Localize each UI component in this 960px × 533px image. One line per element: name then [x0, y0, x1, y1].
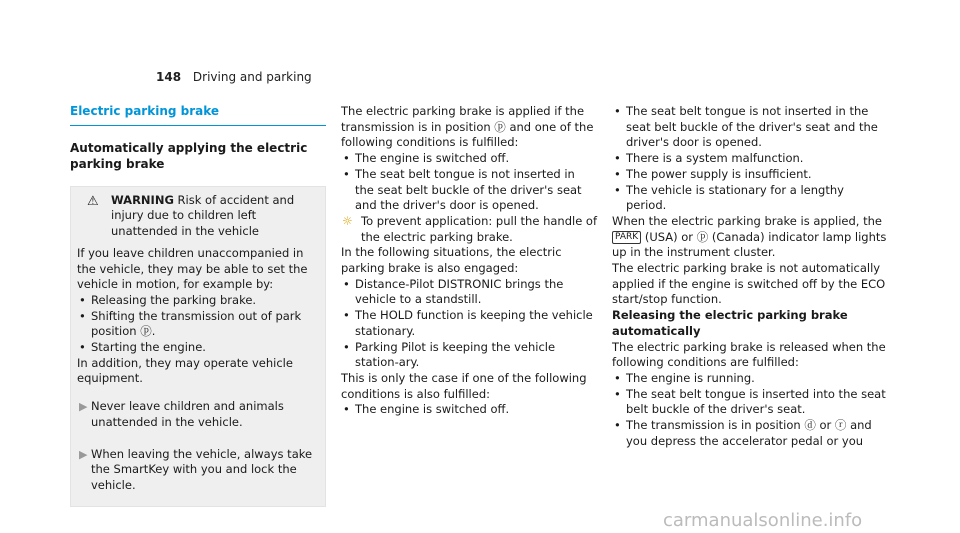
warning-label: WARNING [111, 192, 174, 207]
list-item: • The HOLD function is keeping the vehicle stationary. [341, 308, 597, 339]
page-number: 148 [156, 70, 182, 84]
park-indicator-icon: PARK [612, 231, 641, 244]
paragraph: The electric parking brake is not automatically applied if the engine is switched off by the ECO start/stop function. [612, 261, 886, 307]
list-item: • The engine is running. [612, 371, 887, 387]
column-2 [341, 104, 597, 418]
warning-note [77, 447, 319, 494]
list-item: • The seat belt tongue is inserted into the seat belt buckle of the driver's seat. [612, 387, 887, 418]
condition-list-2 [341, 402, 597, 418]
hint [341, 214, 597, 245]
condition-list [341, 151, 597, 214]
text: (USA) or [641, 229, 697, 244]
hint-text: To prevent application: pull the handle of the electric parking brake. [361, 213, 598, 244]
warning-icon: ⚠ [87, 193, 99, 209]
condition-list-3 [612, 104, 887, 214]
warning-body: If you leave children unaccompanied in the vehicle, they may be able to set the vehicle in motion, for example by: [77, 245, 308, 292]
release-conditions [612, 371, 887, 450]
list-item: • Releasing the parking brake. [77, 293, 319, 309]
situation-list [341, 277, 597, 371]
list-item: • Starting the engine. [77, 340, 319, 356]
list-item: • Parking Pilot is keeping the vehicle station-ary. [341, 340, 597, 371]
page-header [156, 70, 312, 84]
list-item: • The engine is switched off. [341, 151, 597, 167]
watermark: carmanualsonline.info [663, 510, 863, 531]
list-item: • There is a system malfunction. [612, 151, 887, 167]
subsection-heading: Automatically applying the electric parking brake [70, 140, 308, 171]
column-3 [612, 104, 887, 449]
paragraph: This is only the case if one of the following conditions is also fulfilled: [341, 370, 587, 401]
list-item: • The engine is switched off. [341, 402, 597, 418]
note-text: Never leave children and animals unattended in the vehicle. [91, 399, 284, 429]
text: When the electric parking brake is applied, the [612, 213, 882, 228]
warning-header [77, 193, 319, 240]
lightbulb-icon: ☼ [342, 213, 353, 228]
list-item: • The transmission is in position ⓓ or ⓡ and you depress the accelerator pedal or you [612, 418, 887, 449]
warning-list [77, 293, 319, 356]
section-title: Driving and parking [192, 70, 312, 84]
list-item: • The power supply is insufficient. [612, 167, 887, 183]
arrow-icon: ▶ [79, 400, 88, 414]
paragraph: In the following situations, the electric parking brake is also engaged: [341, 245, 562, 276]
section-heading: Electric parking brake [70, 104, 326, 126]
warning-body-2: In addition, they may operate vehicle equipment. [77, 355, 293, 386]
paragraph: The electric parking brake is released when the following conditions are fulfilled: [612, 339, 886, 370]
subsection-heading: Releasing the electric parking brake automatically [612, 308, 848, 338]
paragraph: The electric parking brake is applied if the transmission is in position ⓟ and one of the following conditions is fulfilled: [341, 104, 594, 150]
list-item: • The vehicle is stationary for a lengthy period. [612, 183, 887, 214]
p-indicator-icon: ⓟ [696, 229, 709, 244]
arrow-icon: ▶ [79, 447, 88, 461]
column-1 [70, 104, 326, 507]
warning-note [77, 399, 319, 430]
warning-text: Risk of accident and injury due to children left unattended in the vehicle [111, 192, 295, 239]
paragraph [612, 214, 887, 261]
list-item: • Distance-Pilot DISTRONIC brings the vehicle to a standstill. [341, 277, 597, 308]
list-item: • Shifting the transmission out of park position ⓟ. [77, 309, 319, 340]
list-item: • The seat belt tongue is not inserted in the seat belt buckle of the driver's seat and the driver's door is opened. [341, 167, 597, 214]
warning-box [70, 186, 326, 507]
note-text: When leaving the vehicle, always take the SmartKey with you and lock the vehicle. [91, 446, 313, 492]
list-item: • The seat belt tongue is not inserted in the seat belt buckle of the driver's seat and the driver's door is opened. [612, 104, 887, 151]
text: (Canada) indicator lamp lights up in the instrument cluster. [612, 229, 887, 260]
